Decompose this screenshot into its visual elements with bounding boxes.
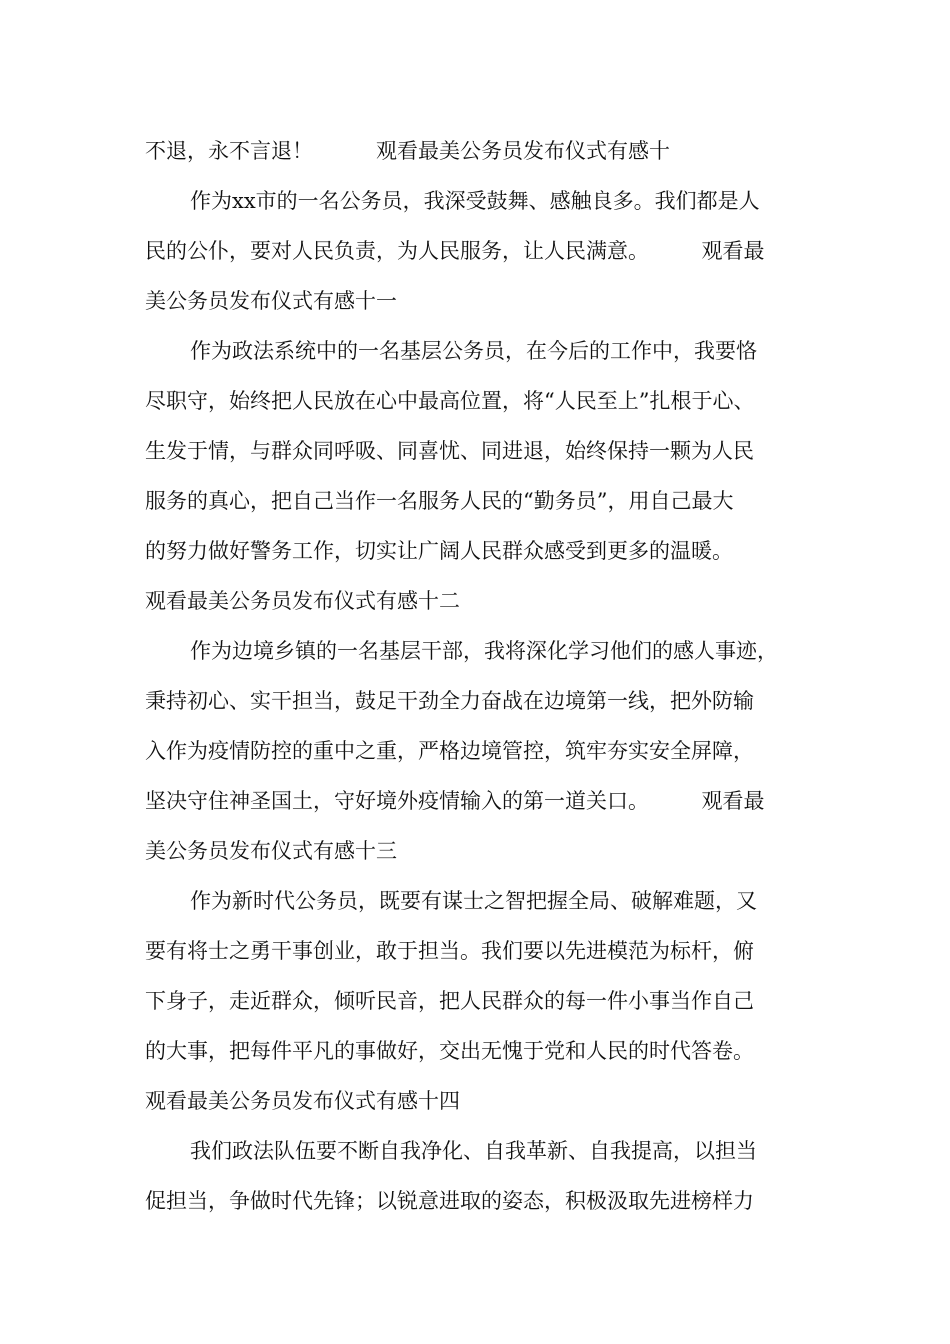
text-line-19: 的大事，把每件平凡的事做好，交出无愧于党和人民的时代答卷。 xyxy=(145,1039,754,1063)
text-line-2: 作为xx市的一名公务员，我深受鼓舞、感触良多。我们都是人 xyxy=(190,189,760,213)
text-line-8: 服务的真心，把自己当作一名服务人民的“勤务员”，用自己最大 xyxy=(145,489,734,513)
text-line-22: 促担当，争做时代先锋；以锐意进取的姿态，积极汲取先进榜样力 xyxy=(145,1189,754,1213)
text-line-18: 下身子，走近群众，倾听民音，把人民群众的每一件小事当作自己 xyxy=(145,989,754,1013)
text-line-6: 尽职守，始终把人民放在心中最高位置，将“人民至上”扎根于心、 xyxy=(145,389,755,413)
text-line-12: 秉持初心、实干担当，鼓足干劲全力奋战在边境第一线，把外防输 xyxy=(145,689,754,713)
text-line-16: 作为新时代公务员，既要有谋士之智把握全局、破解难题，又 xyxy=(190,889,757,913)
text-line-13: 入作为疫情防控的重中之重，严格边境管控，筑牢夯实安全屏障， xyxy=(145,739,754,763)
text-line-5: 作为政法系统中的一名基层公务员，在今后的工作中，我要恪 xyxy=(190,339,757,363)
text-line-3: 民的公仆，要对人民负责，为人民服务，让人民满意。 观看最 xyxy=(145,239,765,263)
text-line-4: 美公务员发布仪式有感十一 xyxy=(145,289,397,313)
text-line-21: 我们政法队伍要不断自我净化、自我革新、自我提高，以担当 xyxy=(190,1139,757,1163)
text-line-7: 生发于情，与群众同呼吸、同喜忧、同进退，始终保持一颗为人民 xyxy=(145,439,754,463)
text-line-9: 的努力做好警务工作，切实让广阔人民群众感受到更多的温暖。 xyxy=(145,539,733,563)
text-line-17: 要有将士之勇干事创业，敢于担当。我们要以先进模范为标杆，俯 xyxy=(145,939,754,963)
text-line-1: 不退，永不言退！ 观看最美公务员发布仪式有感十 xyxy=(145,139,670,163)
text-line-15: 美公务员发布仪式有感十三 xyxy=(145,839,397,863)
text-line-10: 观看最美公务员发布仪式有感十二 xyxy=(145,589,460,613)
text-line-20: 观看最美公务员发布仪式有感十四 xyxy=(145,1089,460,1113)
text-line-14: 坚决守住神圣国土，守好境外疫情输入的第一道关口。 观看最 xyxy=(145,789,765,813)
text-line-11: 作为边境乡镇的一名基层干部，我将深化学习他们的感人事迹， xyxy=(190,639,778,663)
